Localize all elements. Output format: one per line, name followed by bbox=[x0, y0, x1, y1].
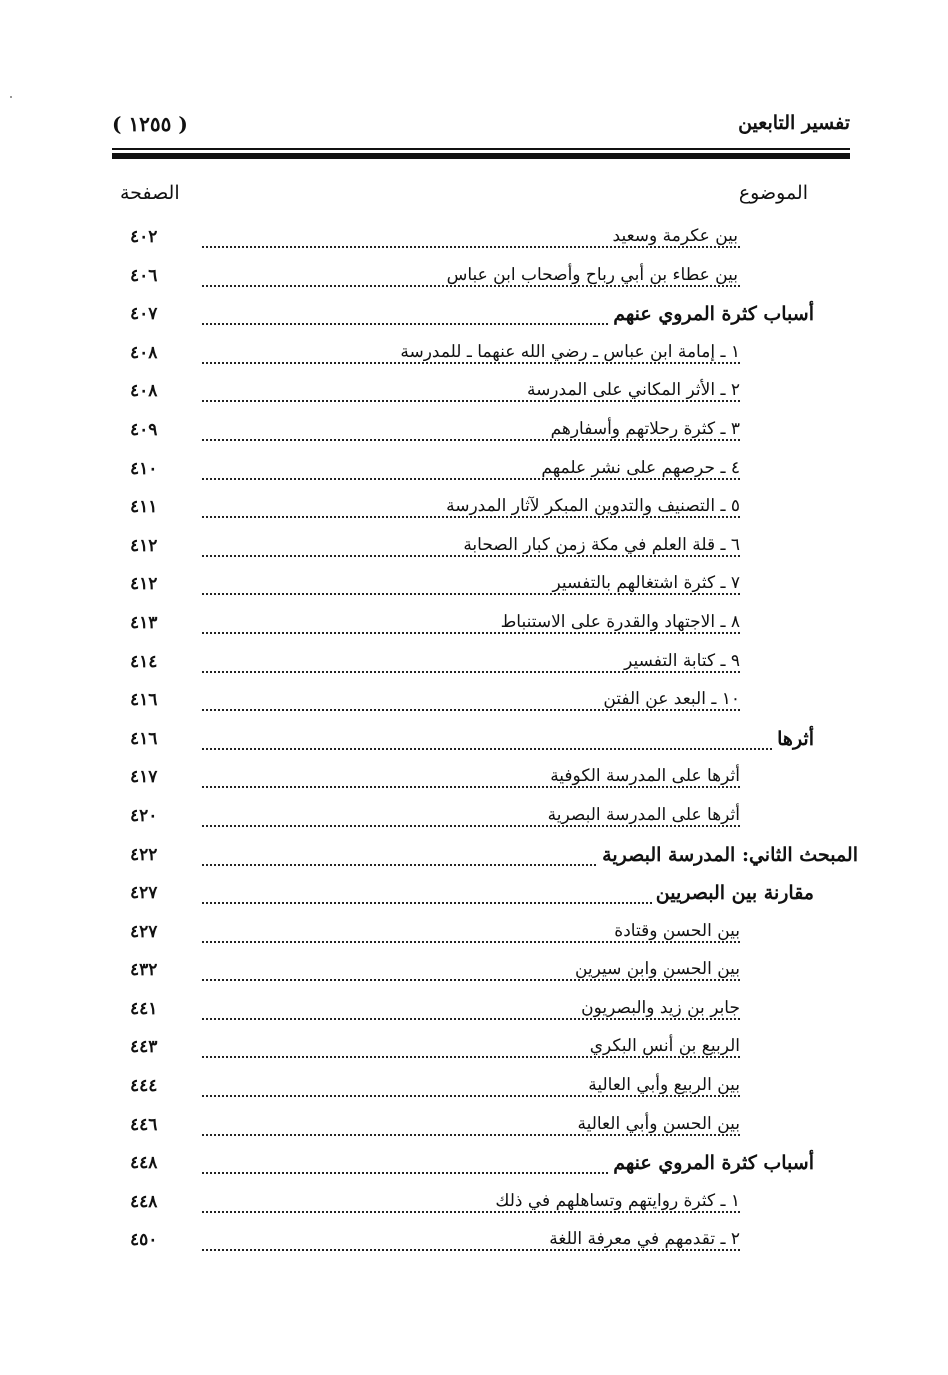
toc-entry-page: ٤١٢ bbox=[130, 535, 158, 556]
page-header bbox=[112, 112, 850, 142]
toc-entry-page: ٤٤٣ bbox=[130, 1037, 158, 1058]
toc-entry-title: ٣ ـ كثرة رحلاتهم وأسفارهم bbox=[547, 419, 740, 439]
toc-entry bbox=[120, 876, 858, 915]
toc-entry bbox=[120, 490, 858, 529]
toc-entry-title: مقارنة بين البصريين bbox=[652, 882, 814, 904]
toc-entry bbox=[120, 683, 858, 722]
toc-entry-title: أثرها على المدرسة البصرية bbox=[544, 805, 740, 825]
toc-entry bbox=[120, 567, 858, 606]
toc-entry-title: أثرها bbox=[773, 728, 814, 750]
page-column-heading: الصفحة bbox=[120, 182, 180, 204]
toc-entry-page: ٤١٠ bbox=[130, 458, 158, 479]
toc-entry-page: ٤١٦ bbox=[130, 690, 158, 711]
toc-entry-title: بين الربيع وأبي العالية bbox=[584, 1075, 740, 1095]
toc-entry-title: ٨ ـ الاجتهاد والقدرة على الاستنباط bbox=[497, 612, 740, 632]
toc-entry bbox=[120, 259, 858, 298]
toc-entry-title: بين الحسن وأبي العالية bbox=[573, 1114, 740, 1134]
toc-entry-title: أسباب كثرة المروي عنهم bbox=[609, 1152, 814, 1174]
toc-entry-page: ٤٤٦ bbox=[130, 1114, 158, 1135]
toc-entry-page: ٤٤٨ bbox=[130, 1191, 158, 1212]
toc-entry-page: ٤٢٠ bbox=[130, 805, 158, 826]
toc-entry-page: ٤٤١ bbox=[130, 998, 158, 1019]
scan-speck bbox=[10, 96, 12, 98]
toc-entry-title: بين عطاء بن أبي رباح وأصحاب ابن عباس bbox=[443, 265, 738, 285]
toc-entry-title: ٢ ـ الأثر المكاني على المدرسة bbox=[523, 380, 740, 400]
toc-entry-title: ٥ ـ التصنيف والتدوين المبكر لآثار المدرسة bbox=[442, 496, 740, 516]
toc-entry-title: المبحث الثاني: المدرسة البصرية bbox=[598, 844, 858, 866]
toc-entry-page: ٤٤٨ bbox=[130, 1153, 158, 1174]
toc-entry bbox=[120, 645, 858, 684]
toc-entry bbox=[120, 374, 858, 413]
toc-entry-title: جابر بن زيد والبصريون bbox=[577, 998, 740, 1018]
toc-entry-title: بين عكرمة وسعيد bbox=[609, 226, 738, 246]
dot-leader bbox=[202, 734, 808, 750]
toc-entry-title: الربيع بن أنس البكري bbox=[586, 1036, 740, 1056]
toc-entry bbox=[120, 760, 858, 799]
toc-entry-title: بين الحسن وابن سيرين bbox=[571, 959, 740, 979]
toc-entry bbox=[120, 413, 858, 452]
toc-entry-page: ٤٤٤ bbox=[130, 1076, 158, 1097]
page-number: ( ١٢٥٥ ) bbox=[112, 112, 188, 136]
toc-entry bbox=[120, 799, 858, 838]
toc-entry-page: ٤١٤ bbox=[130, 651, 158, 672]
toc-entry bbox=[120, 838, 858, 877]
header-rule-thick bbox=[112, 153, 850, 159]
toc-entry-page: ٤٢٧ bbox=[130, 921, 158, 942]
toc-entry-title: ١ ـ كثرة روايتهم وتساهلهم في ذلك bbox=[491, 1191, 740, 1211]
toc-entry-title: ٦ ـ قلة العلم في مكة زمن كبار الصحابة bbox=[459, 535, 740, 555]
toc-entry bbox=[120, 529, 858, 568]
toc-entry-page: ٤١١ bbox=[130, 497, 158, 518]
topic-column-heading: الموضوع bbox=[738, 182, 808, 204]
toc-entry-title: ٧ ـ كثرة اشتغالهم بالتفسير bbox=[548, 573, 740, 593]
toc-entry-page: ٤٥٠ bbox=[130, 1230, 158, 1251]
toc-entry bbox=[120, 452, 858, 491]
toc-entry-page: ٤٣٢ bbox=[130, 960, 158, 981]
running-title: تفسير التابعين bbox=[738, 112, 850, 134]
toc-entry-title: ٩ ـ كتابة التفسير bbox=[620, 651, 740, 671]
toc-entry bbox=[120, 915, 858, 954]
toc-entry-title: ٢ ـ تقدمهم في معرفة اللغة bbox=[545, 1229, 740, 1249]
toc-entry bbox=[120, 336, 858, 375]
toc-entry-page: ٤٢٢ bbox=[130, 844, 158, 865]
toc-entry bbox=[120, 1185, 858, 1224]
toc-entry-page: ٤٠٧ bbox=[130, 304, 158, 325]
toc-entry-page: ٤١٧ bbox=[130, 767, 158, 788]
toc-entry bbox=[120, 606, 858, 645]
toc-entry bbox=[120, 1069, 858, 1108]
toc-entry-page: ٤٠٨ bbox=[130, 342, 158, 363]
toc-entry-page: ٤٠٦ bbox=[130, 265, 158, 286]
toc-entry bbox=[120, 1030, 858, 1069]
toc-entry-page: ٤٢٧ bbox=[130, 883, 158, 904]
toc-entry-title: أثرها على المدرسة الكوفية bbox=[546, 766, 740, 786]
toc-entry bbox=[120, 953, 858, 992]
toc-entry-title: بين الحسن وقتادة bbox=[610, 921, 740, 941]
toc-entry bbox=[120, 992, 858, 1031]
toc-entry bbox=[120, 220, 858, 259]
table-of-contents bbox=[120, 220, 858, 1262]
toc-entry-title: أسباب كثرة المروي عنهم bbox=[609, 303, 814, 325]
toc-entry-page: ٤١٢ bbox=[130, 574, 158, 595]
toc-entry-page: ٤١٣ bbox=[130, 612, 158, 633]
toc-entry-title: ١ ـ إمامة ابن عباس ـ رضي الله عنهما ـ للمدرسة bbox=[396, 342, 740, 362]
toc-entry bbox=[120, 1146, 858, 1185]
toc-entry bbox=[120, 722, 858, 761]
toc-entry bbox=[120, 1223, 858, 1262]
toc-entry-page: ٤١٦ bbox=[130, 728, 158, 749]
toc-entry-page: ٤٠٢ bbox=[130, 227, 158, 247]
toc-entry-page: ٤٠٨ bbox=[130, 381, 158, 402]
toc-entry bbox=[120, 1108, 858, 1147]
toc-entry-page: ٤٠٩ bbox=[130, 419, 158, 440]
toc-entry-title: ١٠ ـ البعد عن الفتن bbox=[599, 689, 740, 709]
header-rule-thin bbox=[112, 148, 850, 150]
toc-entry bbox=[120, 297, 858, 336]
toc-entry-title: ٤ ـ حرصهم على نشر علمهم bbox=[537, 458, 740, 478]
